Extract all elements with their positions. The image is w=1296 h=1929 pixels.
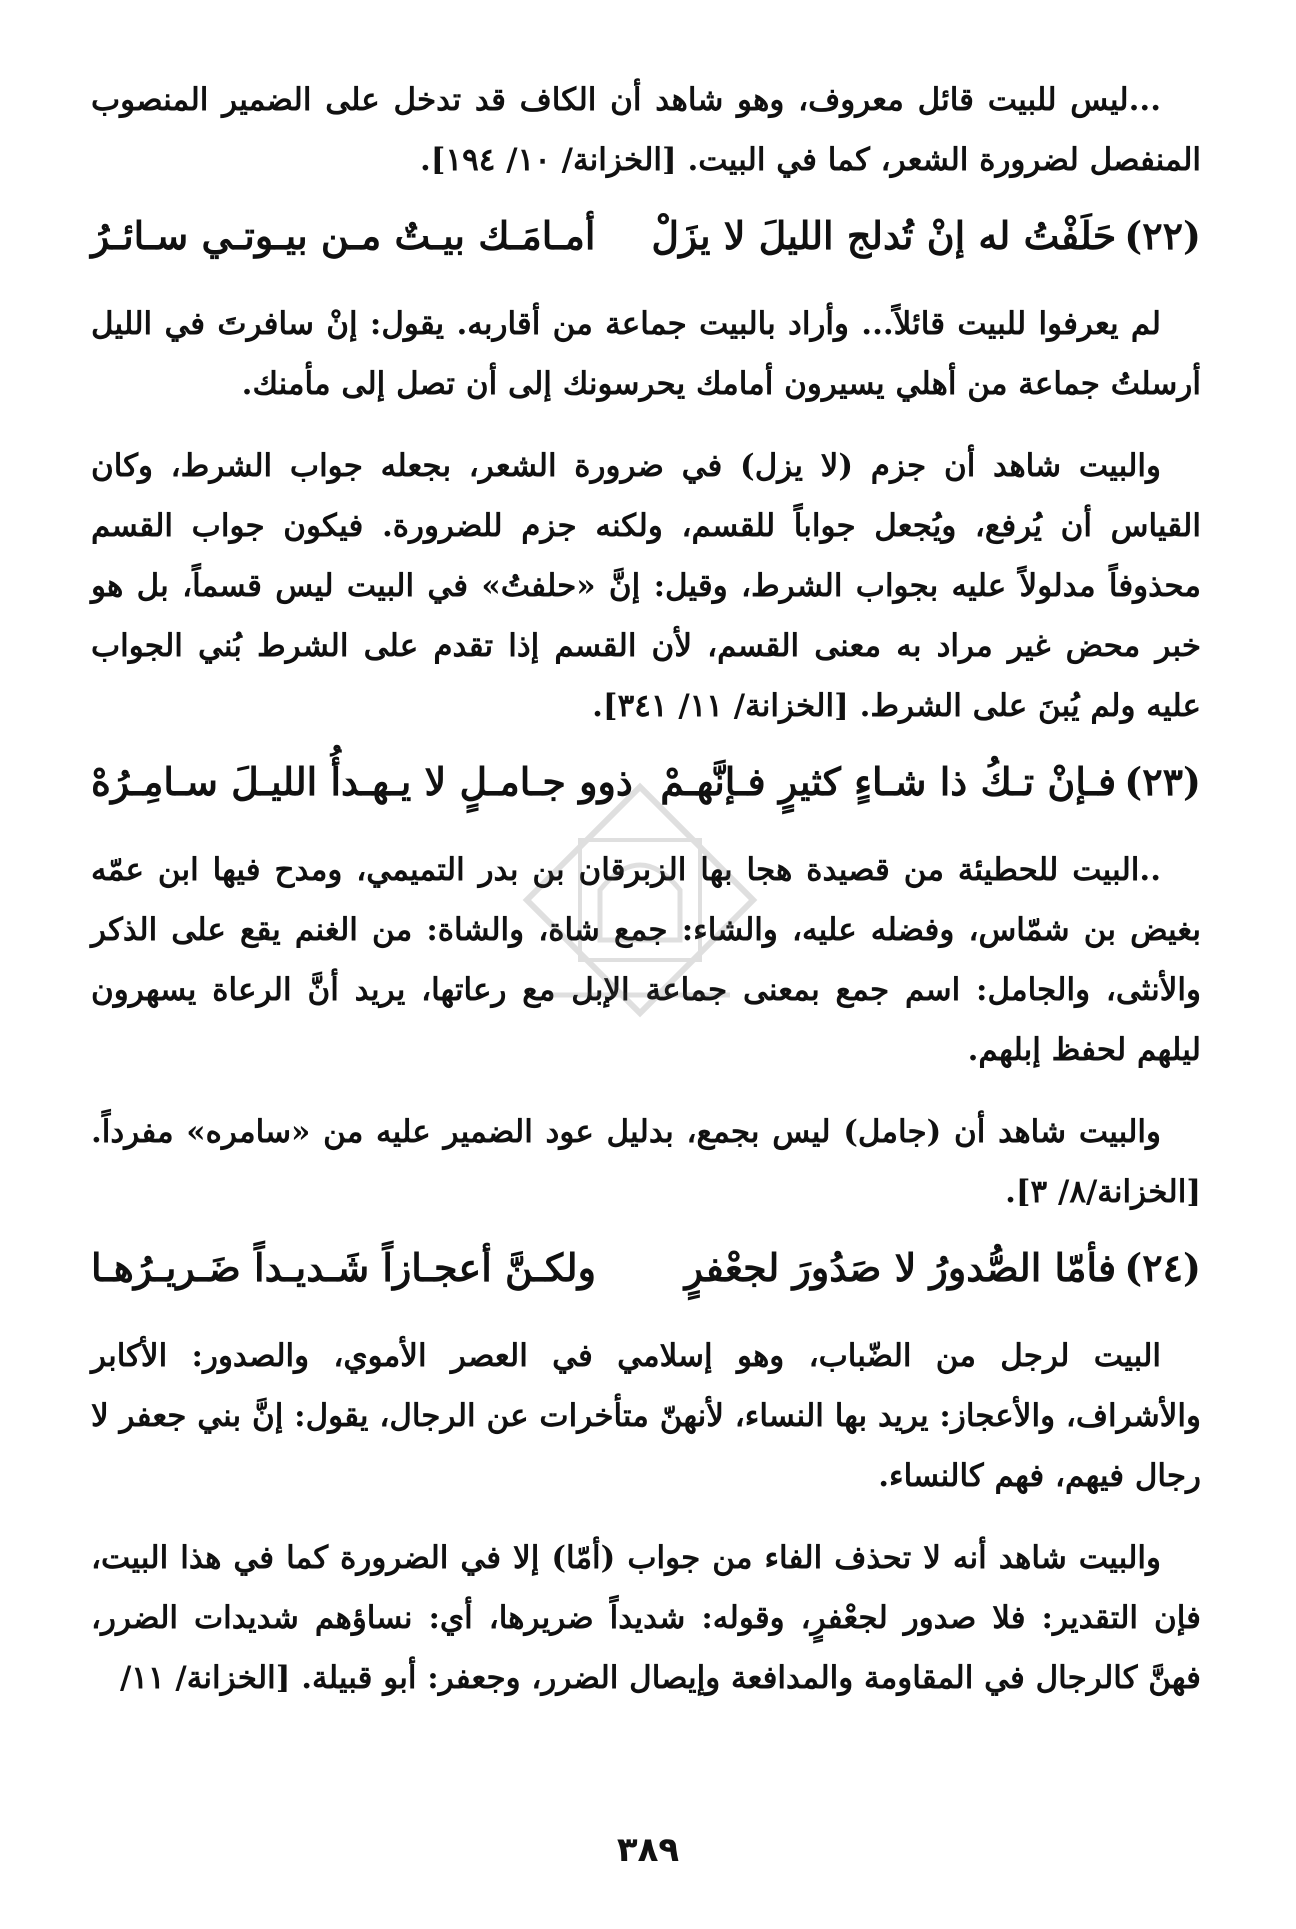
paragraph-gap (91, 414, 1201, 436)
verse-first-text: فأمّا الصُّدورُ لا صَدُورَ لجعْفرٍ (684, 1245, 1117, 1290)
verse-number: (٢٢) (1124, 213, 1201, 258)
poetry-verse (91, 1236, 1201, 1300)
verse-second-hemistich: ذوو جـامـلٍ لا يـهـدأُ الليـلَ سـامِـرُهْ (91, 759, 633, 804)
commentary-paragraph: ..البيت للحطيئة من قصيدة هجا بها الزبرقان بن بدر التميمي، ومدح فيها ابن عمّه بغيض بن شمّاس، وفضله عليه، والشاء: جمع شاة، والشاة: من الغنم يقع على الذكر والأنثى، والجامل: اسم جمع بمعنى جماعة الإبل مع رعاتها، يريد أنَّ الرعاة يسهرون ليلهم لحفظ إبلهم. (91, 852, 1201, 1068)
commentary-paragraph: والبيت شاهد أنه لا تحذف الفاء من جواب (أمّا) إلا في الضرورة كما في هذا البيت، فإن التقدير: فلا صدور لجعْفرٍ، وقوله: شديداً ضريرها، أي: نساؤهم شديدات الضرر، فهنَّ كالرجال في المقاومة والمدافعة وإيصال الضرر، وجعفر: أبو قبيلة. [الخزانة/ ١١/ (91, 1540, 1201, 1696)
commentary-paragraph: والبيت شاهد أن (جامل) ليس بجمع، بدليل عود الضمير عليه من «سامره» مفرداً. [الخزانة/٨/ ٣]. (91, 1114, 1201, 1210)
commentary-paragraph: والبيت شاهد أن جزم (لا يزل) في ضرورة الشعر، بجعله جواب الشرط، وكان القياس أن يُرفع، ويُجعل جواباً للقسم، ولكنه جزم للضرورة. فيكون جواب القسم محذوفاً مدلولاً عليه بجواب الشرط، وقيل: إنَّ «حلفتُ» في البيت ليس قسماً، بل هو خبر محض غير مراد به معنى القسم، لأن القسم إذا تقدم على الشرط بُني الجواب عليه ولم يُبنَ على الشرط. [الخزانة/ ١١/ ٣٤١]. (91, 448, 1201, 724)
library-seal-icon (520, 780, 760, 1020)
verse-number: (٢٤) (1124, 1245, 1201, 1290)
verse-first-text: فـإنْ تـكُ ذا شـاءٍ كثيرٍ فـإنَّهـمْ (660, 759, 1117, 804)
commentary-paragraph: ...ليس للبيت قائل معروف، وهو شاهد أن الكاف قد تدخل على الضمير المنصوب المنفصل لضرورة الشعر، كما في البيت. [الخزانة/ ١٠/ ١٩٤]. (91, 82, 1201, 178)
poetry-verse (91, 204, 1201, 268)
commentary-paragraph: البيت لرجل من الضّباب، وهو إسلامي في العصر الأموي، والصدور: الأكابر والأشراف، والأعجاز: يريد بها النساء، لأنهنّ متأخرات عن الرجال، يقول: إنَّ بني جعفر لا رجال فيهم، فهم كالنساء. (91, 1338, 1201, 1494)
commentary-paragraph: لم يعرفوا للبيت قائلاً... وأراد بالبيت جماعة من أقاربه. يقول: إنْ سافرتَ في الليل أرسلتُ جماعة من أهلي يسيرون أمامك يحرسونك إلى أن تصل إلى مأمنك. (91, 306, 1201, 402)
paragraph-gap (91, 1506, 1201, 1528)
paragraph-gap (91, 1080, 1201, 1102)
verse-second-hemistich: أمـامَـك بيـتٌ مـن بيـوتـي سـائـرُ (91, 213, 596, 258)
verse-first-hemistich (651, 204, 1201, 268)
verse-second-hemistich: ولكـنَّ أعجـازاً شَـديـداً ضَـريـرُهـا (91, 1245, 596, 1290)
verse-first-text: حَلَفْتُ له إنْ تُدلج الليلَ لا يزَلْ (651, 213, 1117, 258)
page-number: ٣٨٩ (616, 1830, 680, 1870)
verse-number: (٢٣) (1124, 759, 1201, 804)
verse-first-hemistich (685, 1236, 1201, 1300)
